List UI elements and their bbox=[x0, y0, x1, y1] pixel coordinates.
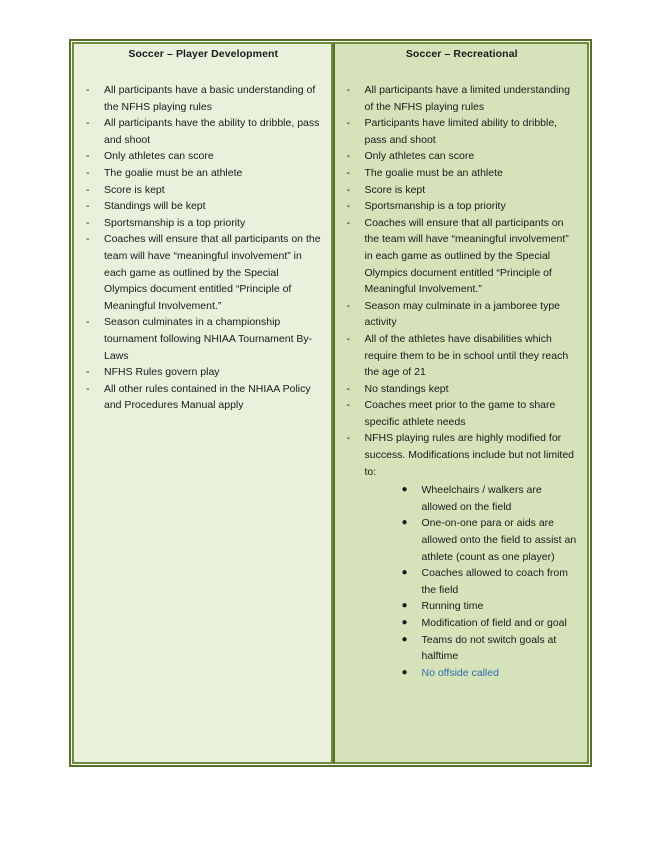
modification-text: One-on-one para or aids are allowed onto the field to assist an athlete (count as one player) bbox=[421, 517, 577, 563]
bullet-icon: ● bbox=[401, 484, 408, 496]
list-item bbox=[345, 298, 580, 331]
list-item-text: Only athletes can score bbox=[364, 150, 475, 163]
dash-marker: - bbox=[346, 332, 350, 345]
list-item-text: Only athletes can score bbox=[104, 150, 214, 163]
list-item-text: NFHS playing rules are highly modified for success. Modifications include but not limited to: bbox=[364, 432, 575, 478]
modification-item bbox=[402, 615, 580, 632]
modification-item bbox=[402, 565, 580, 598]
list-item bbox=[345, 198, 580, 215]
dash-marker: - bbox=[86, 150, 90, 163]
modification-item bbox=[402, 665, 580, 682]
dash-marker: - bbox=[346, 432, 350, 445]
comparison-table bbox=[69, 39, 592, 767]
list-item bbox=[84, 182, 323, 199]
list-item-text: All of the athletes have disabilities which require them to be in school until they reach the age of 21 bbox=[364, 332, 569, 379]
modification-text: Coaches allowed to coach from the field bbox=[421, 567, 568, 596]
modification-item bbox=[402, 632, 580, 665]
list-item-text: Participants have limited ability to dribble, pass and shoot bbox=[364, 117, 558, 146]
modification-item bbox=[402, 515, 580, 565]
list-item-text: All participants have the ability to dribble, pass and shoot bbox=[104, 117, 320, 146]
list-item bbox=[84, 165, 323, 182]
list-item bbox=[345, 331, 580, 381]
bullet-icon: ● bbox=[401, 633, 408, 645]
list-item-text: Season culminates in a championship tournament following NHIAA Tournament By-Laws bbox=[104, 316, 313, 362]
modifications-list bbox=[365, 482, 580, 681]
list-item bbox=[84, 82, 323, 115]
dash-marker: - bbox=[346, 399, 350, 412]
dash-marker: - bbox=[86, 316, 90, 329]
list-item bbox=[84, 198, 323, 215]
dash-marker: - bbox=[86, 382, 90, 395]
list-item bbox=[84, 314, 323, 364]
list-item bbox=[84, 381, 323, 414]
dash-marker: - bbox=[346, 84, 350, 96]
list-item bbox=[84, 215, 323, 232]
modification-text: Modification of field and or goal bbox=[421, 617, 567, 629]
list-item-text: Coaches will ensure that all participants on the team will have “meaningful involvement” in each game as outlined by the Special Olympics document entitled “Principle of Meaningful Involvement.” bbox=[364, 216, 569, 296]
dash-marker: - bbox=[86, 233, 90, 246]
dash-marker: - bbox=[86, 216, 90, 229]
dash-marker: - bbox=[346, 216, 350, 229]
modification-text: Running time bbox=[421, 600, 484, 613]
list-item-text: The goalie must be an athlete bbox=[364, 166, 503, 179]
list-item bbox=[345, 115, 580, 148]
dash-marker: - bbox=[346, 200, 350, 213]
list-item bbox=[345, 397, 580, 430]
list-item-text: All participants have a limited understanding of the NFHS playing rules bbox=[364, 84, 570, 113]
dash-marker: - bbox=[346, 166, 350, 179]
bullet-icon: ● bbox=[401, 567, 408, 579]
bullet-icon: ● bbox=[401, 666, 408, 678]
recreational-title: Soccer – Recreational bbox=[405, 48, 518, 60]
list-item-text: Coaches will ensure that all participants on the team will have “meaningful involvement” in each game as outlined by the Special Olympics document entitled “Principle of Meaningful Involvement.” bbox=[104, 233, 321, 312]
dash-marker: - bbox=[346, 117, 350, 130]
modification-item bbox=[402, 598, 580, 615]
list-item-text: Score is kept bbox=[104, 183, 165, 196]
dash-marker: - bbox=[86, 117, 90, 130]
dash-marker: - bbox=[86, 366, 90, 379]
modification-text: Teams do not switch goals at halftime bbox=[421, 633, 557, 663]
bullet-icon: ● bbox=[401, 517, 408, 529]
list-item-text: Coaches meet prior to the game to share specific athlete needs bbox=[364, 399, 556, 428]
recreational-list bbox=[345, 82, 580, 681]
list-item-text: The goalie must be an athlete bbox=[104, 166, 243, 179]
list-item-text: NFHS Rules govern play bbox=[104, 366, 220, 379]
dash-marker: - bbox=[86, 84, 90, 96]
modification-item bbox=[402, 482, 580, 515]
list-item bbox=[345, 381, 580, 398]
list-item-text: No standings kept bbox=[364, 382, 449, 395]
list-item-text: Sportsmanship is a top priority bbox=[104, 216, 246, 229]
player-development-title: Soccer – Player Development bbox=[128, 48, 279, 60]
dash-marker: - bbox=[346, 183, 350, 196]
list-item bbox=[84, 364, 323, 381]
player-development-list bbox=[84, 82, 323, 414]
list-item bbox=[345, 82, 580, 115]
modification-text: Wheelchairs / walkers are allowed on the field bbox=[421, 484, 542, 513]
list-item bbox=[345, 165, 580, 182]
bullet-icon: ● bbox=[401, 617, 408, 628]
dash-marker: - bbox=[346, 382, 350, 395]
list-item-text: Season may culminate in a jamboree type activity bbox=[364, 299, 561, 329]
player-development-column bbox=[72, 42, 333, 764]
list-item bbox=[84, 148, 323, 165]
dash-marker: - bbox=[86, 166, 90, 179]
list-item bbox=[84, 231, 323, 314]
list-item bbox=[345, 430, 580, 681]
list-item bbox=[84, 115, 323, 148]
list-item bbox=[345, 182, 580, 199]
list-item bbox=[345, 148, 580, 165]
list-item-text: Standings will be kept bbox=[104, 200, 206, 213]
list-item-text: All other rules contained in the NHIAA Policy and Procedures Manual apply bbox=[104, 382, 311, 412]
dash-marker: - bbox=[86, 200, 90, 213]
list-item-text: Sportsmanship is a top priority bbox=[364, 200, 506, 213]
bullet-icon: ● bbox=[401, 600, 408, 612]
recreational-column bbox=[333, 42, 590, 764]
list-item-text: Score is kept bbox=[364, 183, 426, 196]
dash-marker: - bbox=[346, 150, 350, 163]
dash-marker: - bbox=[346, 299, 350, 312]
dash-marker: - bbox=[86, 183, 90, 196]
modification-text: No offside called bbox=[421, 666, 499, 679]
list-item-text: All participants have a basic understanding of the NFHS playing rules bbox=[104, 84, 316, 113]
list-item bbox=[345, 215, 580, 298]
